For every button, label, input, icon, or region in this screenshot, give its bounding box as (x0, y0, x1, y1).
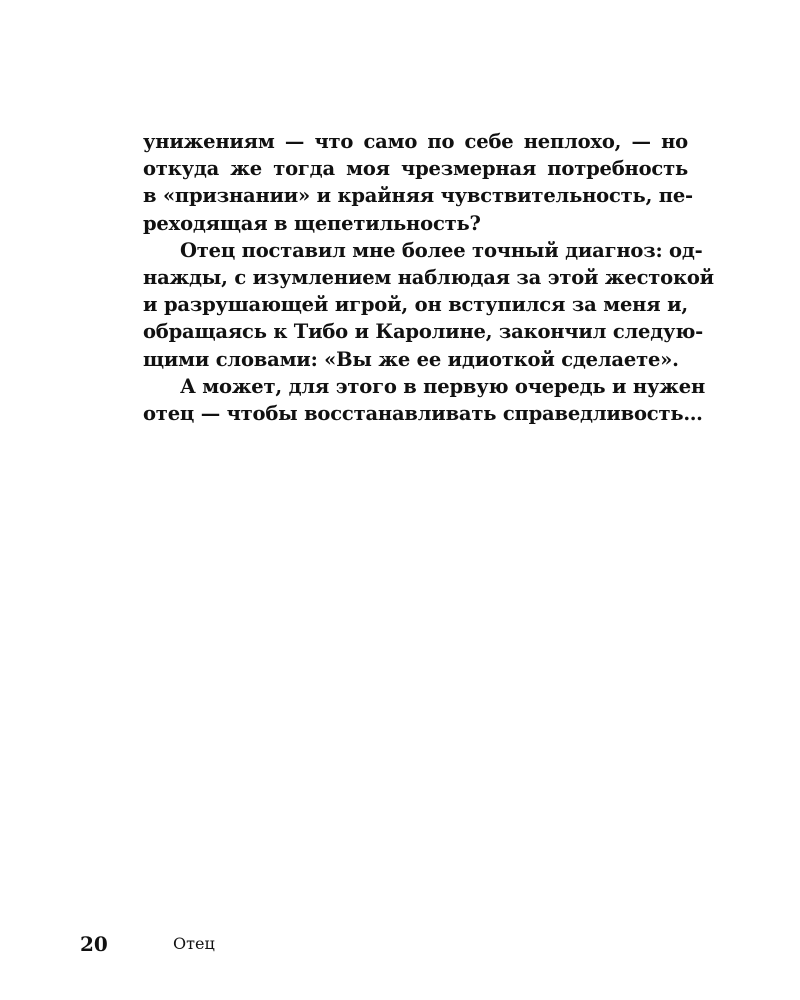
text-line: А может, для этого в первую очередь и нужен (180, 374, 706, 398)
text-line: отец — чтобы восстанавливать справедливость… (143, 401, 703, 425)
text-line: нажды, с изумлением наблюдая за этой жестокой (143, 265, 714, 289)
text-line: унижениям — что само по себе неплохо, — но (143, 130, 688, 153)
text-line: Отец поставил мне более точный диагноз: од- (180, 238, 703, 262)
running-title: Отец (173, 934, 215, 953)
text-line: и разрушающей игрой, он вступился за меня и, (143, 293, 688, 317)
body-text (143, 128, 714, 427)
text-line: реходящая в щепетильность? (143, 211, 481, 235)
text-line: обращаясь к Тибо и Каролине, закончил следую- (143, 320, 704, 344)
text-line: откуда же тогда моя чрезмерная потребность (143, 157, 688, 181)
text-line: в «признании» и крайняя чувствительность, пе- (143, 184, 693, 208)
text-line: щими словами: «Вы же ее идиоткой сделаете». (143, 347, 679, 371)
page-number: 20 (80, 932, 108, 956)
page-footer (80, 932, 680, 962)
